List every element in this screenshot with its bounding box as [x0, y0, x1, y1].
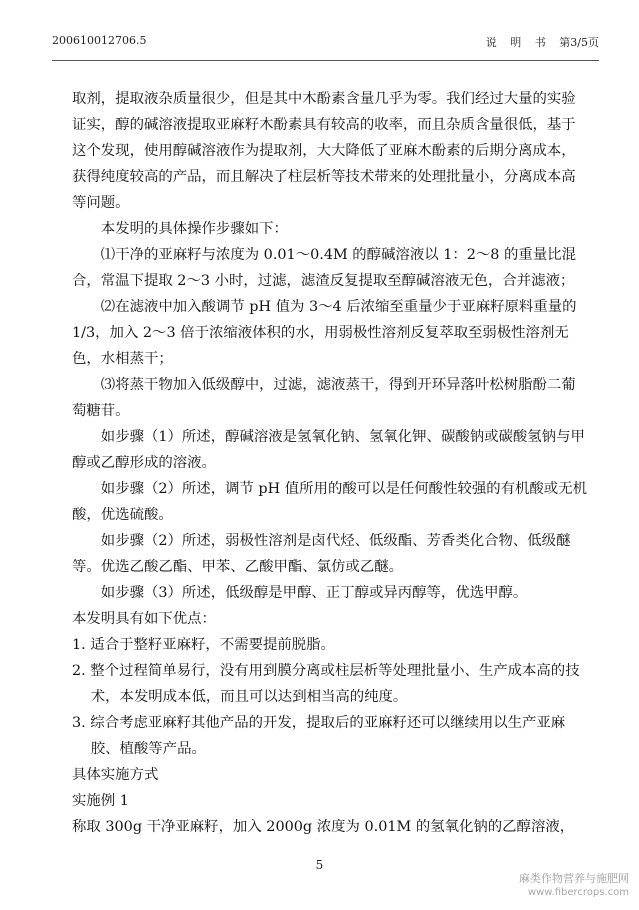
paragraph-step-3: ⑶将蒸干物加入低级醇中，过滤，滤液蒸干，得到开环异落叶松树脂酚二葡萄糖苷。 [72, 377, 576, 419]
watermark-site: www.fibercrops.com [527, 887, 629, 898]
paragraph-intro: 取剂，提取液杂质量很少，但是其中木酚素含量几乎为零。我们经过大量的实验证实，醇的碱溶液提取亚麻籽木酚素具有较高的收率，而且杂质含量很低，基于这个发现，使用醇碱溶液作为提取剂，大大降低了亚麻木酚素的后期分离成本，获得纯度较高的产品，而且解决了柱层析等技术带来的处理批量小，分离成本高等问题。 [72, 91, 576, 211]
example-title: 实施例 1 [72, 793, 129, 809]
header-label-ming: 明 [510, 36, 522, 49]
advantage-item: 1. 适合于整籽亚麻籽，不需要提前脱脂。 [72, 637, 335, 653]
header-label-shu: 书 [534, 36, 546, 49]
section-title: 具体实施方式 [72, 767, 159, 783]
paragraph-steps-heading: 本发明的具体操作步骤如下： [100, 221, 288, 237]
document-number: 200610012706.5 [52, 34, 147, 47]
header-rule [52, 60, 599, 61]
header-page-of: 第3/5页 [559, 36, 599, 49]
paragraph-note-step-2-acid: 如步骤（2）所述，调节 pH 值所用的酸可以是任何酸性较强的有机酸或无机酸，优选硫酸。 [72, 481, 587, 523]
page-header [52, 34, 599, 54]
page-number: 5 [315, 858, 324, 872]
header-label-shuo: 说 [485, 36, 497, 49]
paragraph-example-1: 称取 300g 干净亚麻籽，加入 2000g 浓度为 0.01M 的氢氧化钠的乙醇溶液， [72, 819, 575, 835]
advantage-item: 2. 整个过程简单易行，没有用到膜分离或柱层析等处理批量小、生产成本高的技术，本发明成本低，而且可以达到相当高的纯度。 [72, 663, 580, 705]
paragraph-note-step-1: 如步骤（1）所述，醇碱溶液是氢氧化钠、氢氧化钾、碳酸钠或碳酸氢钠与甲醇或乙醇形成的溶液。 [72, 429, 585, 471]
advantage-item: 3. 综合考虑亚麻籽其他产品的开发，提取后的亚麻籽还可以继续用以生产亚麻胶、植酸等产品。 [72, 715, 566, 757]
paragraph-advantages-heading: 本发明具有如下优点： [72, 611, 216, 627]
paragraph-step-1: ⑴干净的亚麻籽与浓度为 0.01～0.4M 的醇碱溶液以 1：2～8 的重量比混合，常温下提取 2～3 小时，过滤，滤渣反复提取至醇碱溶液无色，合并滤液； [72, 247, 576, 289]
paragraph-step-2: ⑵在滤液中加入酸调节 pH 值为 3～4 后浓缩至重量少于亚麻籽原料重量的 1/3，加入 2～3 倍于浓缩液体积的水，用弱极性溶剂反复萃取至弱极性溶剂无色，水相蒸干； [72, 299, 577, 367]
document-body [72, 86, 587, 840]
paragraph-note-step-2-solvent: 如步骤（2）所述，弱极性溶剂是卤代烃、低级酯、芳香类化合物、低级醚等。优选乙酸乙酯、甲苯、乙酸甲酯、氯仿或乙醚。 [72, 533, 571, 575]
paragraph-note-step-3: 如步骤（3）所述，低级醇是甲醇、正丁醇或异丙醇等，优选甲醇。 [100, 585, 528, 601]
watermark-text: 麻类作物营养与施肥网 [519, 872, 629, 885]
header-title [476, 34, 599, 50]
watermark [479, 872, 629, 900]
